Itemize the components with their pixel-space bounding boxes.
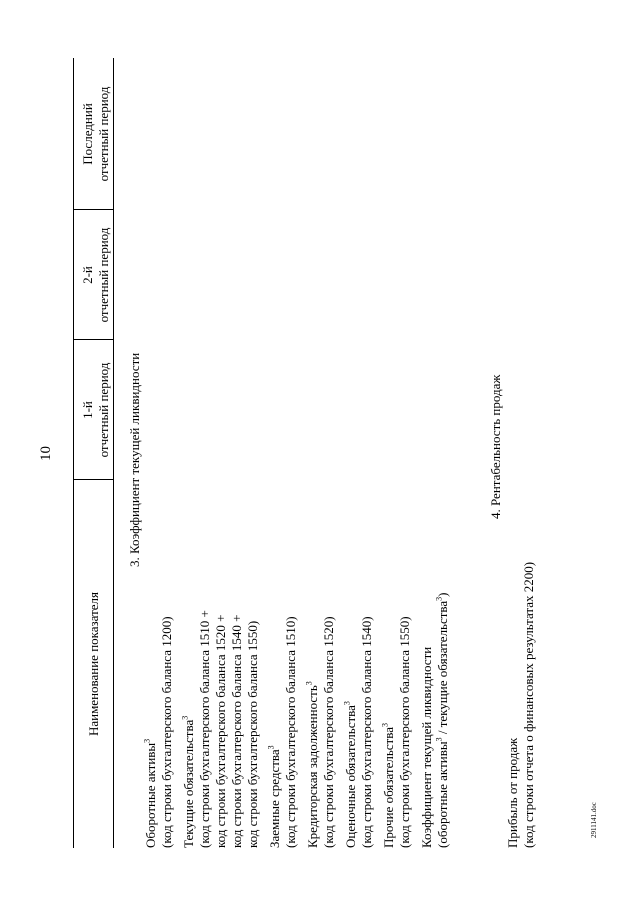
section-4-title: 4. Рентабельность продаж — [488, 374, 503, 519]
indicator-text: Текущие обязательства — [181, 719, 196, 848]
indicator-text: Прочие обязательства — [381, 727, 396, 848]
indicator-text: (код строки бухгалтерского баланса 1520) — [321, 616, 336, 848]
footnote-ref: 3 — [380, 723, 390, 728]
section-3-title: 3. Коэффициент текущей ликвидности — [127, 352, 142, 567]
section-3-rows — [143, 468, 457, 848]
indicator-text: код строки бухгалтерского баланса 1520 + — [213, 614, 228, 848]
section-4-rows — [505, 468, 543, 848]
indicator-text: (код строки бухгалтерского баланса 1510) — [283, 616, 298, 848]
formula-part: (оборотные активы — [435, 741, 450, 848]
indicator-code — [521, 468, 537, 848]
indicator-row — [305, 468, 337, 848]
indicator-row — [343, 468, 375, 848]
indicator-code — [321, 468, 337, 848]
footnote-ref: 3 — [434, 596, 444, 601]
indicator-code — [213, 468, 229, 848]
footnote-ref: 3 — [142, 738, 152, 743]
indicator-label — [419, 468, 435, 848]
indicator-text: код строки бухгалтерского баланса 1550) — [245, 620, 260, 848]
indicator-text: Оборотные активы — [143, 742, 158, 848]
indicator-label — [305, 468, 321, 848]
indicator-label — [181, 468, 197, 848]
footnote-ref: 3 — [342, 701, 352, 706]
indicator-text: (код строки бухгалтерского баланса 1540) — [359, 616, 374, 848]
indicator-code — [283, 468, 299, 848]
header-indicator-name: Наименование показателя — [86, 591, 101, 737]
page-number: 10 — [38, 446, 54, 461]
table-top-rule — [73, 58, 74, 848]
indicator-code — [197, 468, 213, 848]
indicator-text: Оценочные обязательства — [343, 705, 358, 848]
indicator-code — [245, 468, 261, 848]
header-period-1 — [80, 340, 112, 480]
indicator-text: код строки бухгалтерского баланса 1540 + — [229, 614, 244, 848]
header-period-1-line1: 1-й — [80, 401, 95, 419]
indicator-row — [181, 468, 261, 848]
footnote-ref: 3 — [434, 737, 444, 742]
indicator-text: (код строки бухгалтерского баланса 1550) — [397, 616, 412, 848]
header-period-last-line1: Последний — [80, 103, 95, 165]
indicator-text: (код строки бухгалтерского баланса 1510 + — [197, 610, 212, 848]
footnote-ref: 3 — [304, 681, 314, 686]
footnote-ref: 3 — [180, 715, 190, 720]
indicator-label — [343, 468, 359, 848]
indicator-row — [381, 468, 413, 848]
footnote-ref: 3 — [266, 745, 276, 750]
indicator-row — [143, 468, 175, 848]
indicator-row — [267, 468, 299, 848]
header-period-1-line2: отчетный период — [96, 362, 111, 458]
header-period-last-line2: отчетный период — [96, 86, 111, 182]
header-period-2-line2: отчетный период — [96, 227, 111, 323]
indicator-code — [229, 468, 245, 848]
indicator-text: Заемные средства — [267, 749, 282, 848]
indicator-formula — [435, 468, 451, 848]
indicator-text: (код строки бухгалтерского баланса 1200) — [159, 616, 174, 848]
table-header-bottom-rule — [113, 58, 114, 848]
header-period-last — [80, 58, 112, 210]
indicator-text: Коэффициент текущей ликвидности — [419, 646, 434, 848]
formula-part: / текущие обязательства — [435, 600, 450, 738]
indicator-code — [159, 468, 175, 848]
indicator-code — [359, 468, 375, 848]
indicator-label — [267, 468, 283, 848]
formula-part: ) — [435, 592, 450, 597]
header-period-2 — [80, 210, 112, 340]
footer-filename: 2911141.doc — [590, 802, 598, 838]
indicator-text: Кредиторская задолженность — [305, 685, 320, 848]
indicator-row — [419, 468, 451, 848]
indicator-label — [381, 468, 397, 848]
indicator-label — [505, 468, 521, 848]
indicator-text: Прибыль от продаж — [505, 737, 520, 848]
indicator-text: (код строки отчета о финансовых результатах 2200) — [521, 561, 536, 848]
indicator-label — [143, 468, 159, 848]
header-period-2-line1: 2-й — [80, 266, 95, 284]
indicator-row — [505, 468, 537, 848]
indicator-code — [397, 468, 413, 848]
